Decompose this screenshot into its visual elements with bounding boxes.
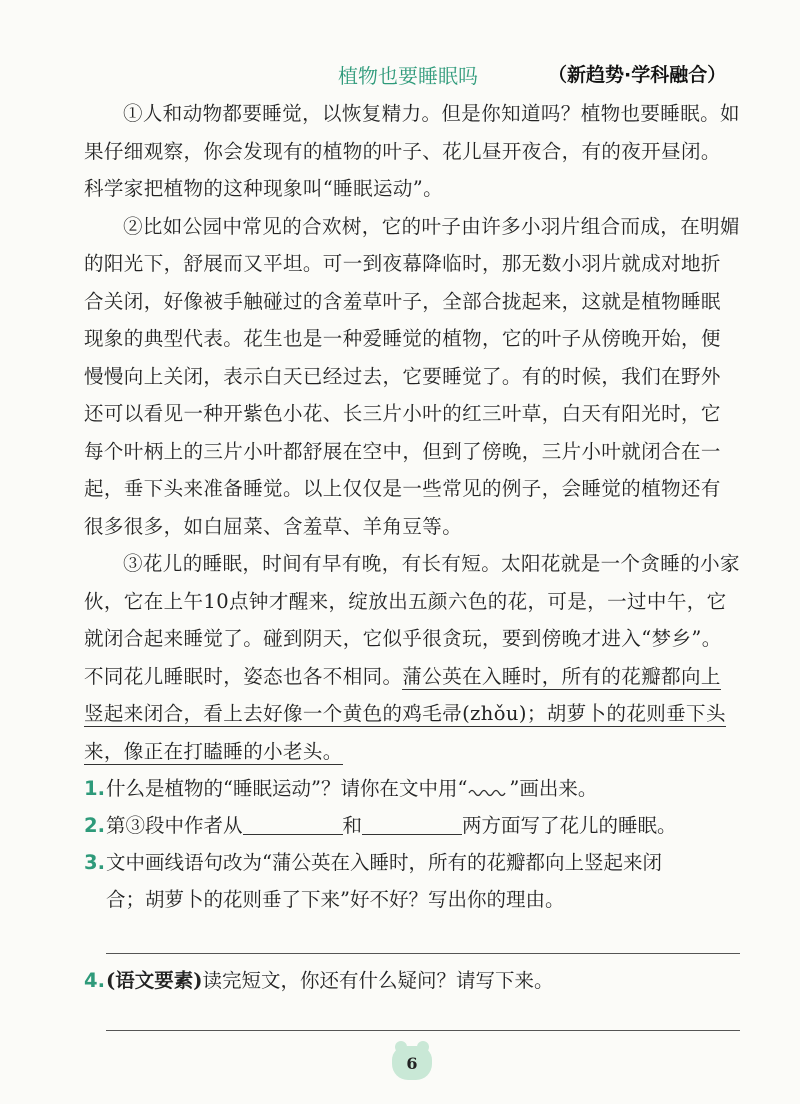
question-text: 什么是植物的“睡眠运动”？请你在文中用“: [106, 777, 468, 800]
category-tag: （新趋势·学科融合）: [548, 64, 727, 86]
question-text: ”画出来。: [509, 777, 598, 800]
answer-blank[interactable]: [362, 814, 462, 835]
answer-line[interactable]: [106, 1030, 740, 1031]
question-number: 4.: [84, 969, 105, 992]
question-4: [84, 962, 740, 999]
underlined-sentence: 蒲公英在入睡时，所有的花瓣都向上竖起来闭合，看上去好像一个黄色的鸡毛帚(zhǒu)；胡萝卜的花则垂下头来，像正在打瞌睡的小老头。: [84, 664, 726, 763]
question-tag: (语文要素): [106, 969, 203, 992]
question-text: 文中画线语句改为“蒲公英在入睡时，所有的花瓣都向上竖起来闭: [106, 851, 662, 874]
paragraph-1: ①人和动物都要睡觉，以恢复精力。但是你知道吗？植物也要睡眠。如果仔细观察，你会发现有的植物的叶子、花儿昼开夜合，有的夜开昼闭。科学家把植物的这种现象叫“睡眠运动”。: [84, 102, 740, 200]
wavy-line-icon: [467, 783, 509, 797]
question-text: 合；胡萝卜的花则垂了下来”好不好？写出你的理由。: [106, 888, 565, 911]
question-text: 和: [342, 814, 363, 837]
question-section-2: [84, 962, 740, 999]
question-text: 两方面写了花儿的睡眠。: [462, 814, 677, 837]
question-text: 第③段中作者从: [106, 814, 243, 837]
question-3-continued: [84, 881, 740, 918]
paragraph-3-text: ③花儿的睡眠，时间有早有晚，有长有短。太阳花就是一个贪睡的小家伙，它在上午10点钟才醒来，绽放出五颜六色的花，可是，一过中午，它就闭合起来睡觉了。碰到阴天，它似乎很贪玩，要到傍晚才进入“梦乡”。不同花儿睡眠时，姿态也各不相同。: [84, 552, 740, 688]
paragraph-3: [84, 545, 740, 770]
page-number: 6: [406, 1053, 418, 1073]
page-number-badge: [392, 1046, 432, 1080]
article-body: [84, 95, 740, 770]
question-number: 2.: [84, 814, 105, 837]
article-title: 植物也要睡眠吗: [338, 64, 478, 88]
answer-line[interactable]: [106, 953, 740, 954]
answer-blank[interactable]: [243, 814, 343, 835]
question-number: 1.: [84, 777, 105, 800]
question-number: 3.: [84, 851, 105, 874]
question-section: [84, 770, 740, 918]
question-2: [84, 807, 740, 844]
question-1: [84, 770, 740, 807]
question-3: [84, 844, 740, 881]
paragraph-2: ②比如公园中常见的合欢树，它的叶子由许多小羽片组合而成，在明媚的阳光下，舒展而又平坦。可一到夜幕降临时，那无数小羽片就成对地折合关闭，好像被手触碰过的含羞草叶子，全部合拢起来，这就是植物睡眠现象的典型代表。花生也是一种爱睡觉的植物，它的叶子从傍晚开始，便慢慢向上关闭，表示白天已经过去，它要睡觉了。有的时候，我们在野外还可以看见一种开紫色小花、长三片小叶的红三叶草，白天有阳光时，它每个叶柄上的三片小叶都舒展在空中，但到了傍晚，三片小叶就闭合在一起，垂下头来准备睡觉。以上仅仅是一些常见的例子，会睡觉的植物还有很多很多，如白屈菜、含羞草、羊角豆等。: [84, 214, 740, 538]
question-text: 读完短文，你还有什么疑问？请写下来。: [202, 969, 554, 992]
